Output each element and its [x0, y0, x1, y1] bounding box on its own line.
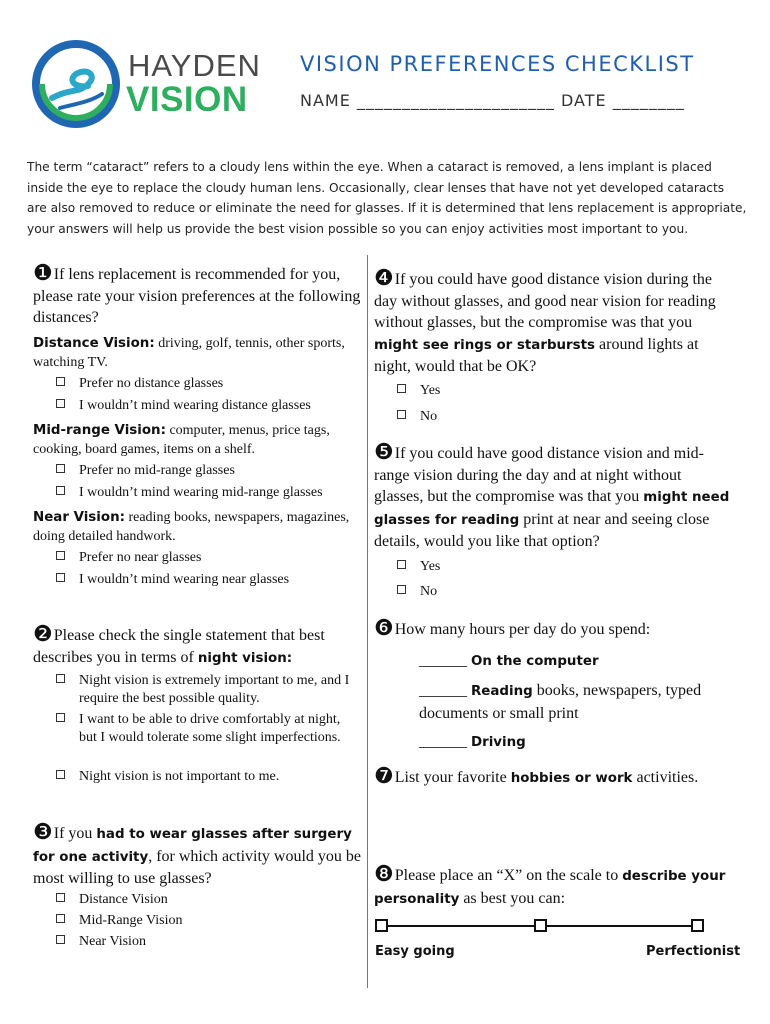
question-8: ❽Please place an “X” on the scale to describe your personality as best you can:	[374, 861, 726, 907]
checkbox-option[interactable]: No	[397, 583, 437, 601]
near-vision-desc: reading books, newspapers, magazines, doing detailed handwork.	[33, 510, 350, 544]
checkbox-icon[interactable]	[56, 674, 65, 683]
question-1-text: If lens replacement is recommended for you, please rate your vision preferences at the following distances?	[33, 266, 361, 326]
distance-vision-label: Distance Vision:	[33, 336, 155, 351]
question-3: ❸If you had to wear glasses after surgery for one activity, for which activity would you be most willing to use glasses?	[33, 819, 362, 887]
mid-range-vision-label: Mid-range Vision:	[33, 423, 166, 438]
name-label: NAME	[300, 91, 351, 110]
checkbox-icon[interactable]	[56, 914, 65, 923]
number-8-icon: ❽	[374, 861, 394, 886]
brand-name-top: HAYDEN	[128, 48, 261, 83]
personality-scale[interactable]	[374, 916, 710, 936]
number-5-icon: ❺	[374, 439, 394, 464]
number-2-icon: ❷	[33, 621, 53, 646]
number-3-icon: ❸	[33, 819, 53, 844]
hours-computer-field[interactable]: ______	[419, 652, 467, 669]
near-vision-label: Near Vision:	[33, 510, 125, 525]
hours-reading: ______ Reading books, newspapers, typed documents or small print	[419, 682, 702, 722]
checkbox-icon[interactable]	[56, 399, 65, 408]
distance-vision-desc: driving, golf, tennis, other sports, watching TV.	[33, 336, 345, 370]
checkbox-option[interactable]: Yes	[397, 558, 440, 576]
checkbox-option[interactable]: Night vision is extremely important to me, and I require the best possible quality.	[56, 672, 361, 708]
question-4: ❹If you could have good distance vision during the day without glasses, and good near vision for reading without glasses, but the compromise was that you might see rings or starbursts around lights at night, would that be OK?	[374, 265, 716, 375]
checkbox-icon[interactable]	[56, 770, 65, 779]
near-vision-section	[33, 509, 363, 546]
checkbox-option[interactable]: I wouldn’t mind wearing distance glasses	[56, 397, 311, 415]
question-2: ❷Please check the single statement that best describes you in terms of night vision:	[33, 621, 325, 666]
scale-box-left[interactable]	[376, 920, 387, 931]
checkbox-icon[interactable]	[397, 560, 406, 569]
checkbox-icon[interactable]	[56, 464, 65, 473]
question-1	[33, 262, 363, 329]
hours-computer: ______ On the computer	[419, 652, 599, 669]
checkbox-option[interactable]: Distance Vision	[56, 891, 168, 909]
name-field[interactable]: ______________________	[356, 91, 555, 110]
checkbox-option[interactable]: Mid-Range Vision	[56, 912, 183, 930]
name-date-line	[300, 91, 685, 110]
scale-box-middle[interactable]	[535, 920, 546, 931]
checkbox-option[interactable]: Near Vision	[56, 933, 146, 951]
hours-driving-field[interactable]: ______	[419, 733, 467, 750]
checkbox-icon[interactable]	[56, 551, 65, 560]
checkbox-icon[interactable]	[397, 585, 406, 594]
scale-box-right[interactable]	[692, 920, 703, 931]
mid-range-vision-section	[33, 422, 363, 459]
checkbox-option[interactable]: I wouldn’t mind wearing near glasses	[56, 571, 289, 589]
question-5: ❺If you could have good distance vision and mid-range vision during the day and at night without glasses, but the compromise was that you might need glasses for reading print at near and seeing close details, would you like that option?	[374, 439, 730, 550]
number-6-icon: ❻	[374, 615, 394, 640]
distance-vision-section	[33, 335, 363, 372]
number-1-icon: ❶	[33, 260, 53, 285]
intro-paragraph: The term “cataract” refers to a cloudy lens within the eye. When a cataract is removed, a lens implant is placed inside the eye to replace the cloudy human lens. Occasionally, clear lenses that have not yet developed cataracts are also removed to reduce or eliminate the need for glasses. If it is determined that lens replacement is appropriate, your answers will help us provide the best vision possible so you can enjoy activities most important to you.	[27, 160, 747, 236]
checkbox-option[interactable]: Night vision is not important to me.	[56, 768, 361, 786]
mid-range-vision-desc: computer, menus, price tags, cooking, board games, items on a shelf.	[33, 423, 330, 457]
checkbox-option[interactable]: Prefer no mid-range glasses	[56, 462, 235, 480]
page-title: VISION PREFERENCES CHECKLIST	[300, 52, 695, 76]
date-label: DATE	[561, 91, 607, 110]
hayden-vision-logo-icon	[30, 38, 122, 130]
date-field[interactable]: ________	[612, 91, 685, 110]
column-divider	[367, 255, 368, 988]
checkbox-icon[interactable]	[56, 573, 65, 582]
checkbox-option[interactable]: Prefer no distance glasses	[56, 375, 223, 393]
question-6: ❻How many hours per day do you spend:	[374, 615, 651, 640]
scale-label-right: Perfectionist	[646, 944, 741, 959]
checkbox-icon[interactable]	[56, 377, 65, 386]
checkbox-icon[interactable]	[56, 893, 65, 902]
checkbox-option[interactable]: No	[397, 408, 437, 426]
checkbox-icon[interactable]	[56, 935, 65, 944]
question-7: ❼List your favorite hobbies or work activities.	[374, 763, 699, 788]
checkbox-option[interactable]: Yes	[397, 382, 440, 400]
number-7-icon: ❼	[374, 763, 394, 788]
hours-driving: ______ Driving	[419, 733, 526, 750]
checkbox-option[interactable]: I want to be able to drive comfortably at night, but I would tolerate some slight imperfections.	[56, 711, 361, 747]
checkbox-icon[interactable]	[56, 486, 65, 495]
checkbox-icon[interactable]	[397, 410, 406, 419]
checkbox-option[interactable]: I wouldn’t mind wearing mid-range glasses	[56, 484, 323, 502]
checkbox-icon[interactable]	[56, 713, 65, 722]
number-4-icon: ❹	[374, 265, 394, 290]
brand-name-bottom: VISION	[126, 80, 248, 119]
checkbox-option[interactable]: Prefer no near glasses	[56, 549, 201, 567]
scale-label-left: Easy going	[375, 944, 455, 959]
checkbox-icon[interactable]	[397, 384, 406, 393]
hours-reading-field[interactable]: ______	[419, 682, 467, 699]
